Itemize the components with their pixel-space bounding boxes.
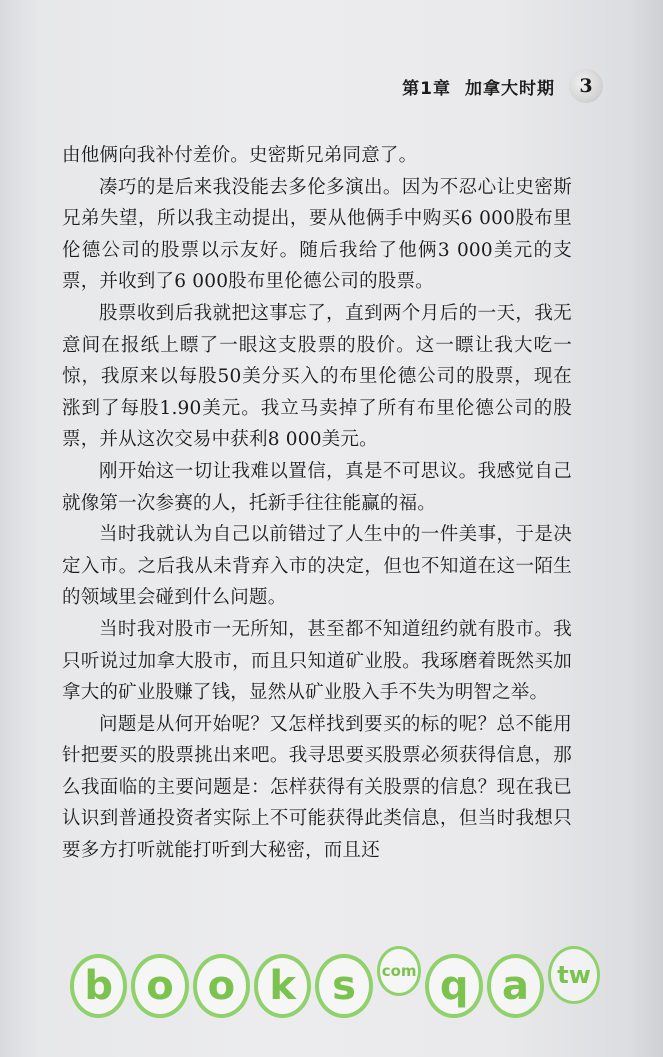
- paragraph: 由他俩向我补付差价。史密斯兄弟同意了。: [62, 145, 418, 166]
- watermark-letter: q: [425, 954, 482, 1018]
- chapter-title: 加拿大时期: [465, 78, 555, 99]
- watermark-tw: tw: [548, 946, 600, 1004]
- watermark-letter: s: [315, 954, 372, 1018]
- watermark-letter: b: [70, 954, 127, 1018]
- watermark-logo: [70, 940, 600, 1032]
- paragraph: 当时我就认为自己以前错过了人生中的一件美事，于是决定入市。之后我从未背弃入市的决定，但也不知道在这一陌生的领域里会碰到什么问题。: [62, 524, 572, 609]
- body-text: [62, 140, 572, 867]
- watermark-letter: o: [131, 954, 188, 1018]
- watermark-letter: a: [487, 954, 544, 1018]
- paragraph: 凑巧的是后来我没能去多伦多演出。因为不忍心让史密斯兄弟失望，所以我主动提出，要从他俩手中购买6 000股布里伦德公司的股票以示友好。随后我给了他俩3 000美元的支票，并收到了6 000股布里伦德公司的股票。: [62, 176, 572, 293]
- watermark-letter: o: [193, 954, 250, 1018]
- page-number: 3: [569, 69, 603, 103]
- running-header: [402, 68, 603, 104]
- watermark-letter: k: [254, 954, 311, 1018]
- paragraph: 当时我对股市一无所知，甚至都不知道纽约就有股市。我只听说过加拿大股市，而且只知道矿业股。我琢磨着既然买加拿大的矿业股赚了钱，显然从矿业股入手不失为明智之举。: [62, 618, 572, 704]
- paragraph: 刚开始这一切让我难以置信，真是不可思议。我感觉自己就像第一次参赛的人，托新手往往能赢的福。: [62, 460, 572, 514]
- watermark-com: com: [377, 946, 422, 996]
- paragraph: 问题是从何开始呢？又怎样找到要买的标的呢？总不能用针把要买的股票挑出来吧。我寻思要买股票必须获得信息，那么我面临的主要问题是：怎样获得有关股票的信息？现在我已认识到普通投资者实际上不可能获得此类信息，但当时我想只要多方打听就能打听到大秘密，而且还: [62, 713, 572, 862]
- paragraph: 股票收到后我就把这事忘了，直到两个月后的一天，我无意间在报纸上瞟了一眼这支股票的股价。这一瞟让我大吃一惊，我原来以每股50美分买入的布里伦德公司的股票，现在涨到了每股1.90美元。我立马卖掉了所有布里伦德公司的股票，并从这次交易中获利8 000美元。: [62, 302, 572, 451]
- chapter-number: 第1章: [402, 78, 451, 99]
